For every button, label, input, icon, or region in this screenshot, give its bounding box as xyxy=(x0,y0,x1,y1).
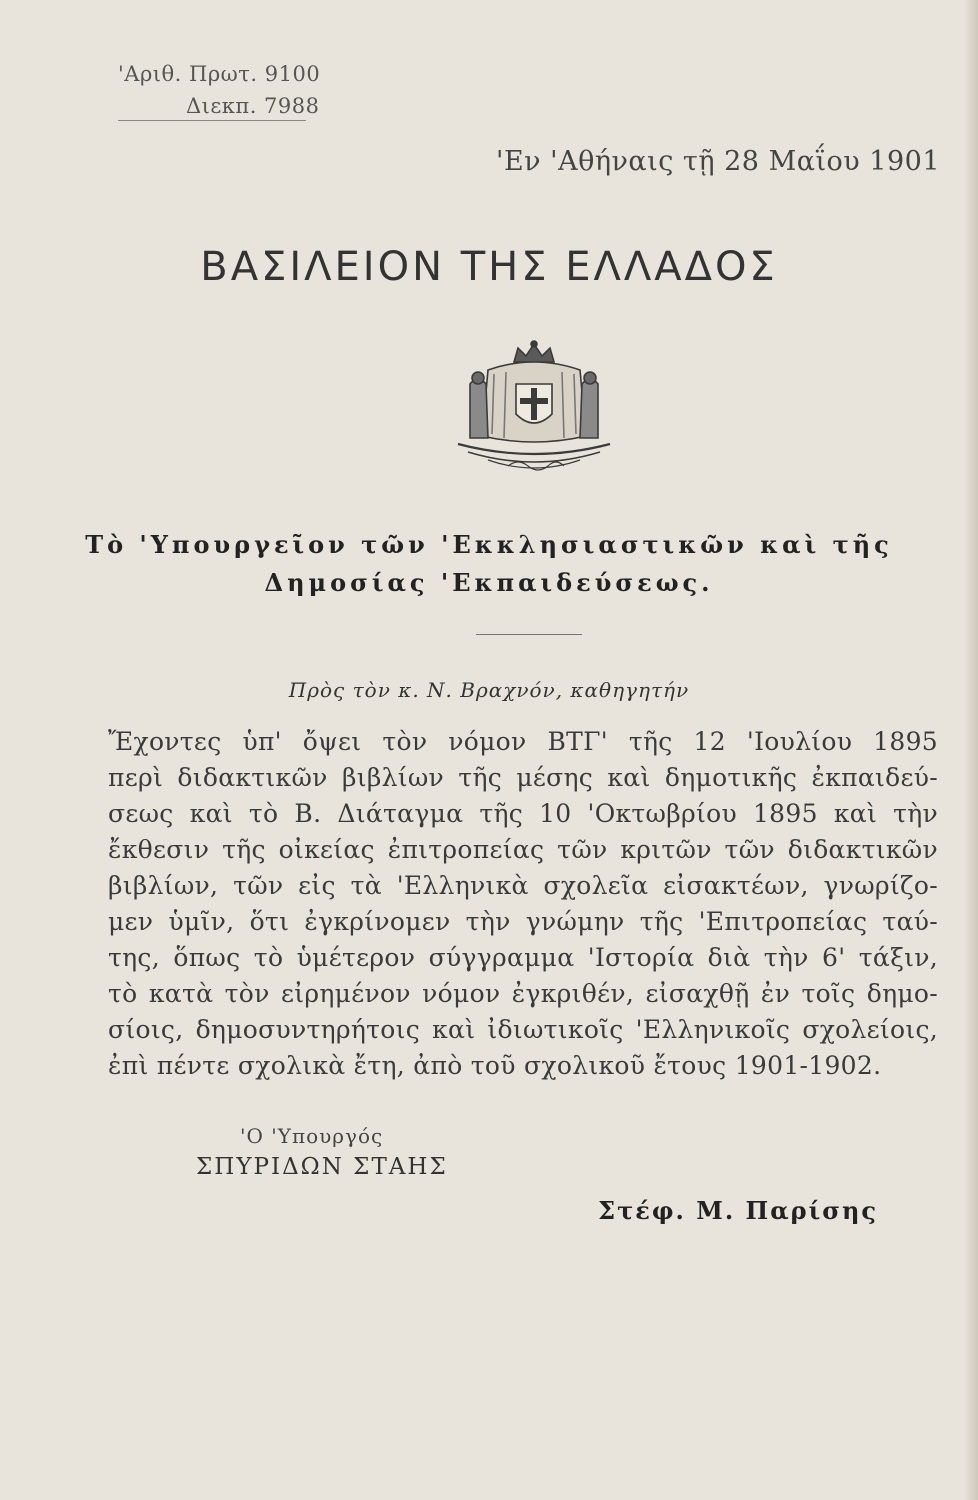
kingdom-title: ΒΑΣΙΛΕΙΟΝ ΤΗΣ ΕΛΛΑΔΟΣ xyxy=(200,244,778,290)
minister-signature: ΣΠΥΡΙΔΩΝ ΣΤΑΗΣ xyxy=(196,1154,448,1180)
body-line: μεν ὑμῖν, ὅτι ἐγκρίνομεν τὴν γνώμην τῆς 'Επιτροπείας ταύ- xyxy=(108,907,938,936)
divider xyxy=(476,634,582,635)
date-line: 'Εν 'Αθήναις τῇ 28 Μαΐου 1901 xyxy=(496,146,940,177)
ministry-name-line-2: Δημοσίας 'Εκπαιδεύσεως. xyxy=(264,568,714,597)
body-line: σεως καὶ τὸ Β. Διάταγμα τῆς 10 'Οκτωβρίου 1895 καὶ τὴν xyxy=(108,799,938,828)
body-line: τὸ κατὰ τὸν εἰρημένον νόμον ἐγκριθέν, εἰσαχθῇ ἐν τοῖς δημο- xyxy=(108,979,938,1008)
ministry-name-line-1: Τὸ 'Υπουργεῖον τῶν 'Εκκλησιαστικῶν καὶ τῆς xyxy=(85,530,893,559)
page-edge-shadow xyxy=(964,0,978,1500)
protocol-underline xyxy=(118,120,306,121)
body-line: σίοις, δημοσυντηρήτοις καὶ ἰδιωτικοῖς 'Ελληνικοῖς σχολείοις, xyxy=(108,1015,938,1044)
royal-coat-of-arms-icon xyxy=(448,340,620,480)
secretary-signature: Στέφ. Μ. Παρίσης xyxy=(598,1196,878,1225)
body-line: βιβλίων, τῶν εἰς τὰ 'Ελληνικὰ σχολεῖα εἰσακτέων, γνωρίζο- xyxy=(108,871,938,900)
protocol-number: 'Αριθ. Πρωτ. 9100 xyxy=(118,62,321,86)
registry-number: Διεκπ. 7988 xyxy=(186,94,320,118)
body-line: περὶ διδακτικῶν βιβλίων τῆς μέσης καὶ δημοτικῆς ἐκπαιδεύ- xyxy=(108,763,938,792)
minister-title: 'Ο 'Υπουργός xyxy=(240,1124,384,1148)
body-line: της, ὅπως τὸ ὑμέτερον σύγγραμμα 'Ιστορία διὰ τὴν 6' τάξιν, xyxy=(108,943,938,972)
body-line: ἔκθεσιν τῆς οἰκείας ἐπιτροπείας τῶν κριτῶν τῶν διδακτικῶν xyxy=(108,835,938,864)
addressee: Πρὸς τὸν κ. Ν. Βραχνόν, καθηγητήν xyxy=(288,678,690,702)
body-line: Ἔχοντες ὑπ' ὄψει τὸν νόμον ΒΤΓ' τῆς 12 'Ιουλίου 1895 xyxy=(108,727,938,756)
body-line: ἐπὶ πέντε σχολικὰ ἔτη, ἀπὸ τοῦ σχολικοῦ ἔτους 1901-1902. xyxy=(108,1051,882,1080)
